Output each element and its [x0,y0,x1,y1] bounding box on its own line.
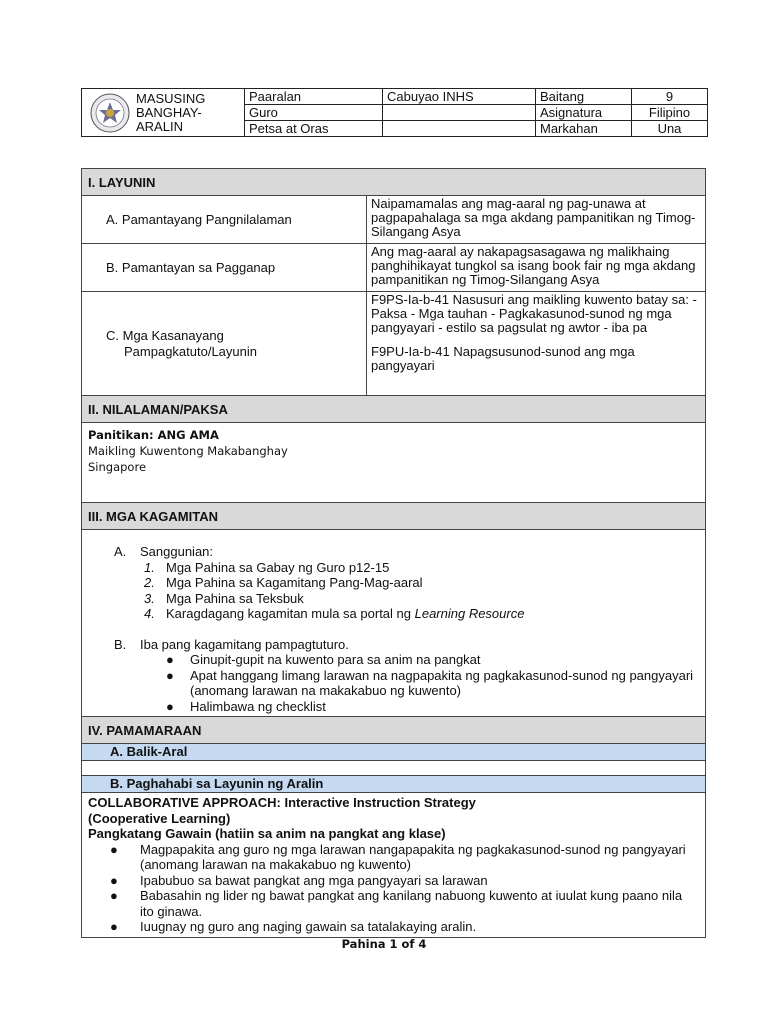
petsa-value [383,121,536,137]
list-item: 2. Mga Pahina sa Kagamitang Pang-Mag-aaral [144,575,423,590]
list-item: ● Ginupit-gupit na kuwento para sa anim na pangkat [166,652,481,667]
section-nilalaman-heading: II. NILALAMAN/PAKSA [82,396,706,423]
deped-seal-icon [90,93,130,133]
kasanayang-pampagkatuto-value [367,292,706,396]
baitang-value: 9 [632,89,708,105]
lesson-plan-table [81,168,706,938]
kagamitan-content [82,530,706,717]
balik-aral-heading: A. Balik-Aral [82,744,706,761]
iba-pang-kagamitan-item: B. Iba pang kagamitang pampagtuturo. [114,636,349,652]
list-item: ● Iuugnay ng guro ang naging gawain sa tatalakaying aralin. [110,919,477,934]
asignatura-value: Filipino [632,105,708,121]
list-item: 4. Karagdagang kagamitan mula sa portal ng Learning Resource [144,606,525,621]
other-materials-list [166,652,699,714]
pamantayan-pagganap-label: B. Pamantayan sa Pagganap [82,244,367,292]
section-kagamitan-heading: III. MGA KAGAMITAN [82,503,706,530]
guro-value [383,105,536,121]
list-item: 1. Mga Pahina sa Gabay ng Guro p12-15 [144,559,390,575]
sanggunian-item: A. Sanggunian: [114,544,214,559]
activity-steps-list [110,842,699,935]
competency-2: F9PU-Ia-b-41 Napagsusunod-sunod ang mga pangyayari [371,344,635,373]
references-list [144,560,699,622]
petsa-label: Petsa at Oras [245,121,383,137]
competency-1: F9PS-Ia-b-41 Nasusuri ang maikling kuwento batay sa: - Paksa - Mga tauhan - Pagkakasunod-sunod ng mga pangyayari - estilo sa pagsulat ng awtor - iba pa [371,292,697,335]
header-table [81,88,708,137]
section-layunin-heading: I. LAYUNIN [82,169,706,196]
list-item: ● Babasahin ng lider ng bawat pangkat ang kanilang nabuong kuwento at iuulat kung paano nila ito ginawa. [110,888,683,919]
markahan-label: Markahan [536,121,632,137]
guro-label: Guro [245,105,383,121]
header-title-cell [82,89,245,137]
list-item: ● Ipabubuo sa bawat pangkat ang mga pangyayari sa larawan [110,872,488,888]
paaralan-label: Paaralan [245,89,383,105]
list-item: ● Apat hanggang limang larawan na nagpapakita ng pagkakasunod-sunod ng pangyayari (anomang larawan na makakabuo ng kuwento) [166,667,694,698]
balik-aral-content [82,761,706,776]
paaralan-value: Cabuyao INHS [383,89,536,105]
paghahabi-content: COLLABORATIVE APPROACH: Interactive Instruction Strategy (Cooperative Learning) Pangkatang Gawain (hatiin sa anim na pangkat ang klase) ● Magpapakita ang guro ng mga larawan nangapapakita ng pagkakasunod-sunod ng pangyayari (anomang larawan na makakabuo ng kuwento) ● Ipabubuo sa bawat pangkat ang mga pangyayari sa larawan ● Babasahin ng lider ng bawat pangkat ang kanilang nabuong kuwento at iuulat kung paano nila ito ginawa. ● Iuugnay ng guro ang naging gawain sa tatalakaying aralin. [82,793,706,938]
asignatura-label: Asignatura [536,105,632,121]
section-pamamaraan-heading: IV. PAMAMARAAN [82,717,706,744]
nilalaman-content: Panitikan: ANG AMA Maikling Kuwentong Makabanghay Singapore [82,423,706,503]
list-item: ● Halimbawa ng checklist [166,698,326,714]
paghahabi-heading: B. Paghahabi sa Layunin ng Aralin [82,776,706,793]
baitang-label: Baitang [536,89,632,105]
page-number: Pahina 1 of 4 [341,937,427,951]
pamantayan-pagganap-value: Ang mag-aaral ay nakapagsasagawa ng malikhaing panghihikayat tungkol sa isang book fair ng mga akdang pampanitikan ng Timog-Silangang Asya [367,244,706,292]
list-item: 3. Mga Pahina sa Teksbuk [144,590,304,606]
kasanayang-pampagkatuto-label: C. Mga Kasanayang Pampagkatuto/Layunin [82,292,367,396]
markahan-value: Una [632,121,708,137]
pamantayang-pangnilalaman-label: A. Pamantayang Pangnilalaman [82,196,367,244]
list-item: ● Magpapakita ang guro ng mga larawan nangapapakita ng pagkakasunod-sunod ng pangyayari (anomang larawan na makakabuo ng kuwento) [110,841,686,872]
lesson-plan-title: MASUSING BANGHAY- ARALIN [136,90,206,134]
pamantayang-pangnilalaman-value: Naipamamalas ang mag-aaral ng pag-unawa at pagpapahalaga sa mga akdang pampanitikan ng Timog-Silangang Asya [367,196,706,244]
